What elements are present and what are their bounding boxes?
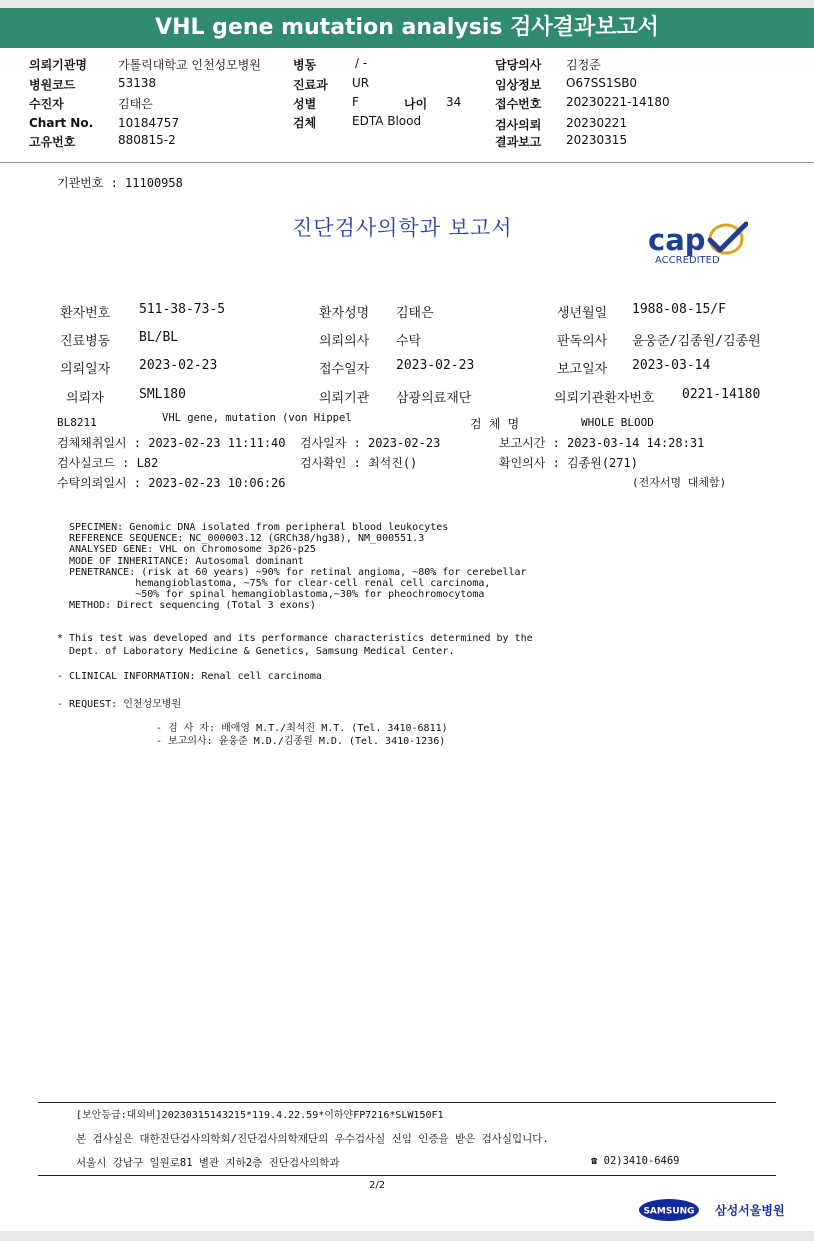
- label-reading-doctor: 판독의사: [557, 334, 608, 349]
- report-title: 진단검사의학과 보고서: [292, 216, 513, 240]
- label-birthdate: 생년월일: [557, 306, 608, 321]
- value-patient: 김태은: [118, 97, 153, 111]
- label-requester: 의뢰자: [66, 391, 104, 406]
- phone-number: ☎ 02)3410-6469: [591, 1155, 680, 1167]
- address-text: 서울시 강남구 일원로81 별관 지하2층 진단검사의학과: [76, 1157, 340, 1169]
- collection-time: 검체채취일시 : 2023-02-23 11:11:40: [57, 436, 286, 450]
- received-time: 수탁의뢰일시 : 2023-02-23 10:06:26: [57, 476, 286, 490]
- label-age: 나이: [404, 97, 428, 111]
- value-specimen: EDTA Blood: [352, 114, 422, 128]
- test-date: 검사일자 : 2023-02-23: [300, 436, 441, 450]
- label-unique-no: 고유번호: [29, 135, 76, 149]
- certification-text: 본 검사실은 대한진단검사의학회/진단검사의학재단의 우수검사실 신임 인증을 받은 검사실입니다.: [76, 1133, 549, 1145]
- value-requester: SML180: [139, 387, 186, 402]
- tester-line: - 검 사 자: 배애영 M.T./최석진 M.T. (Tel. 3410-6811): [156, 723, 448, 734]
- hospital-name: 삼성서울병원: [715, 1203, 785, 1218]
- value-request-day: 2023-02-23: [139, 358, 218, 373]
- value-agency-patient-no: 0221-14180: [682, 387, 761, 402]
- value-requesting-institution: 가톨릭대학교 인천성모병원: [118, 58, 261, 72]
- value-hospital-code: 53138: [118, 76, 157, 90]
- label-specimen-name: 검 체 명: [470, 417, 520, 431]
- label-report-day: 보고일자: [557, 362, 608, 377]
- label-sex: 성별: [293, 97, 317, 111]
- note-line-1: * This test was developed and its performance characteristics determined by the: [57, 633, 533, 644]
- label-chart-no: Chart No.: [29, 116, 94, 130]
- test-verifier: 검사확인 : 최석진(): [300, 456, 418, 470]
- value-birthdate: 1988-08-15/F: [632, 302, 726, 317]
- label-patient-name: 환자성명: [319, 306, 370, 321]
- label-clinical-info: 임상정보: [495, 78, 542, 92]
- label-result-report: 결과보고: [495, 135, 542, 149]
- electronic-signature-note: (전자서명 대체함): [632, 476, 727, 489]
- value-unique-no: 880815-2: [118, 133, 176, 147]
- value-accession-no: 20230221-14180: [566, 95, 670, 109]
- test-code: BL8211: [57, 416, 97, 429]
- cap-accredited-text: ACCREDITED: [655, 255, 720, 266]
- security-line: [보안등급:대외비]20230315143215*119.4.22.59*이하얀FP7216*SLW150F1: [76, 1110, 444, 1121]
- footer-top-rule: [38, 1102, 776, 1103]
- lab-code: 검사실코드 : L82: [57, 456, 159, 470]
- value-ward: / -: [355, 56, 368, 70]
- value-patient-number: 511-38-73-5: [139, 302, 226, 317]
- value-patient-name: 김태은: [396, 306, 434, 321]
- confirming-doctor: 확인의사 : 김종원(271): [499, 456, 638, 470]
- bottom-strip: [0, 1231, 814, 1241]
- label-department: 진료과: [293, 78, 328, 92]
- samsung-wordmark: SAMSUNG: [643, 1206, 695, 1217]
- value-receipt-day: 2023-02-23: [396, 358, 475, 373]
- label-requesting-doctor: 의뢰의사: [319, 334, 370, 349]
- clinical-information: - CLINICAL INFORMATION: Renal cell carcinoma: [57, 671, 322, 682]
- reporter-line: - 보고의사: 윤웅준 M.D./김종원 M.D. (Tel. 3410-1236): [156, 736, 446, 747]
- value-doctor: 김정준: [566, 58, 601, 72]
- cap-logo-text: cap: [648, 223, 706, 257]
- report-title-bar: VHL gene mutation analysis 검사결과보고서: [0, 8, 814, 48]
- label-requesting-institution: 의뢰기관명: [29, 58, 87, 72]
- label-patient-number: 환자번호: [60, 306, 111, 321]
- label-ward: 병동: [293, 58, 317, 72]
- label-requesting-agency: 의뢰기관: [319, 391, 370, 406]
- value-result-report: 20230315: [566, 133, 628, 147]
- value-department: UR: [352, 76, 370, 90]
- value-report-day: 2023-03-14: [632, 358, 711, 373]
- value-clinical-info: O67SS1SB0: [566, 76, 638, 90]
- value-sex: F: [352, 95, 359, 109]
- report-time: 보고시간 : 2023-03-14 14:28:31: [499, 436, 705, 450]
- label-accession-no: 접수번호: [495, 97, 542, 111]
- footer-bottom-rule: [38, 1175, 776, 1176]
- label-agency-patient-no: 의뢰기관환자번호: [554, 391, 655, 406]
- header-divider: [0, 162, 814, 163]
- cap-accredited-logo: [648, 220, 748, 266]
- agency-number: 기관번호 : 11100958: [57, 176, 183, 190]
- page-number: 2/2: [369, 1180, 386, 1191]
- value-age: 34: [446, 95, 462, 109]
- value-request-date: 20230221: [566, 116, 628, 130]
- label-specimen: 검체: [293, 116, 317, 130]
- value-specimen-name: WHOLE BLOOD: [581, 416, 654, 429]
- label-request-day: 의뢰일자: [60, 362, 111, 377]
- value-chart-no: 10184757: [118, 116, 180, 130]
- label-hospital-code: 병원코드: [29, 78, 76, 92]
- label-request-date: 검사의뢰: [495, 118, 542, 132]
- label-doctor: 담당의사: [495, 58, 542, 72]
- note-line-2: Dept. of Laboratory Medicine & Genetics, Samsung Medical Center.: [57, 646, 455, 657]
- value-ward-code: BL/BL: [139, 330, 179, 345]
- request-information: - REQUEST: 인천성모병원: [57, 699, 182, 710]
- test-name: VHL gene, mutation (von Hippel: [162, 412, 352, 424]
- value-requesting-agency: 삼광의료재단: [396, 391, 472, 406]
- label-patient: 수진자: [29, 97, 64, 111]
- value-requesting-doctor: 수탁: [396, 334, 422, 349]
- label-ward-code: 진료병동: [60, 334, 111, 349]
- top-strip: [0, 0, 814, 8]
- test-details: SPECIMEN: Genomic DNA isolated from peripheral blood leukocytes REFERENCE SEQUENCE: NC_000003.12 (GRCh38/hg38), NM_000551.3 ANALYSED GENE: VHL on Chromosome 3p26-p25 MODE OF INHERITANCE: Autosomal dominant PENETRANCE: (risk at 60 years) ~90% for retinal angioma, ~80% for cerebellar hemangioblastoma, ~75% for clear-cell renal cell carcinoma, ~50% for spinal hemangioblastoma,~30% for pheochromocytoma METHOD: Direct sequencing (Total 3 exons): [69, 522, 527, 612]
- value-reading-doctor: 윤웅준/김종원/김종원: [632, 334, 761, 349]
- samsung-hospital-logo: [639, 1196, 789, 1224]
- label-receipt-day: 접수일자: [319, 362, 370, 377]
